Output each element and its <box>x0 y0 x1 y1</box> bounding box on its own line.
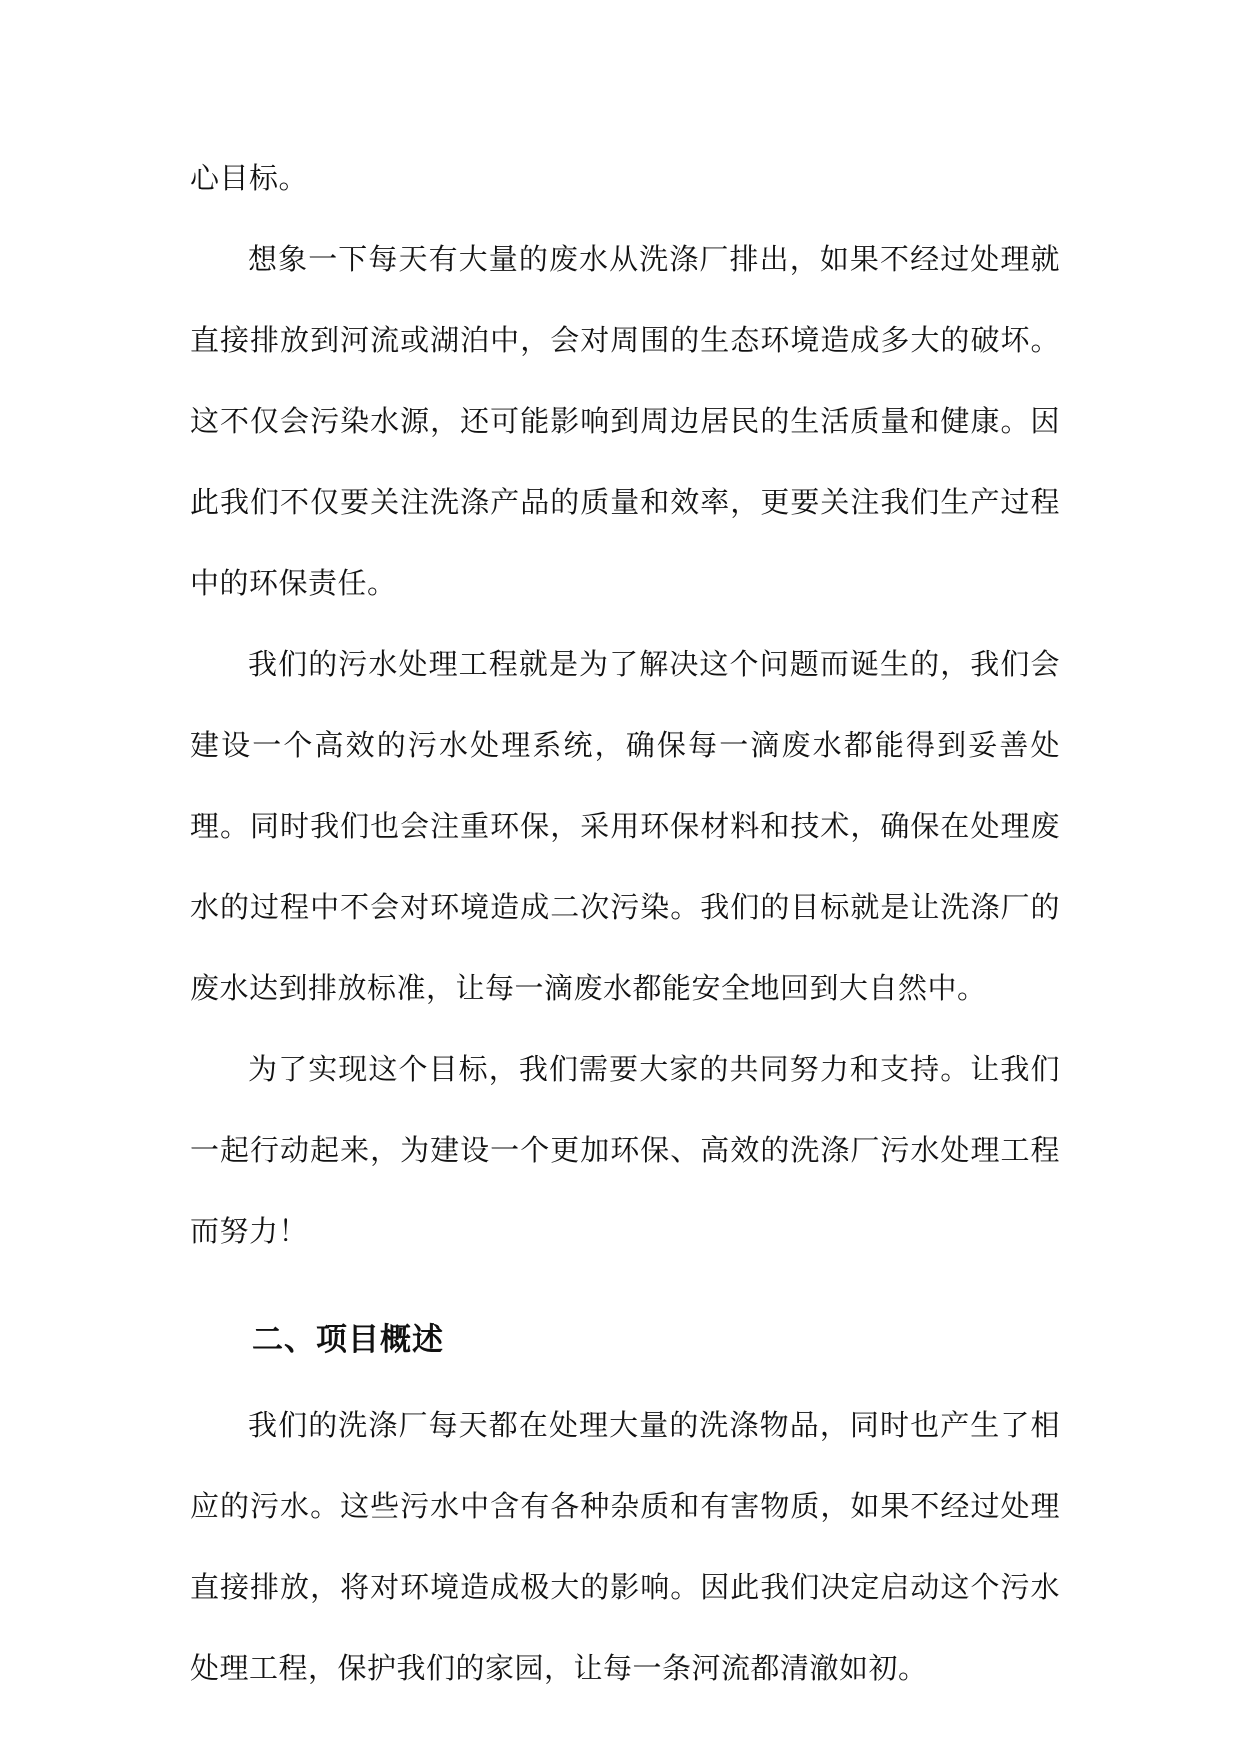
paragraph-wastewater-impact: 想象一下每天有大量的废水从洗涤厂排出，如果不经过处理就直接排放到河流或湖泊中，会对周围的生态环境造成多大的破坏。这不仅会污染水源，还可能影响到周边居民的生活质量和健康。因此我们不仅要关注洗涤产品的质量和效率，更要关注我们生产过程中的环保责任。 <box>190 242 1060 600</box>
section-heading-project-overview: 二、项目概述 <box>252 1322 444 1358</box>
paragraph-project-overview: 我们的洗涤厂每天都在处理大量的洗涤物品，同时也产生了相应的污水。这些污水中含有各种杂质和有害物质，如果不经过处理直接排放，将对环境造成极大的影响。因此我们决定启动这个污水处理工程，保护我们的家园，让每一条河流都清澈如初。 <box>190 1408 1060 1685</box>
document-body <box>190 138 1060 1709</box>
paragraph-continuation: 心目标。 <box>190 161 309 195</box>
paragraph-call-to-action: 为了实现这个目标，我们需要大家的共同努力和支持。让我们一起行动起来，为建设一个更加环保、高效的洗涤厂污水处理工程而努力！ <box>190 1052 1060 1248</box>
paragraph-treatment-project: 我们的污水处理工程就是为了解决这个问题而诞生的，我们会建设一个高效的污水处理系统，确保每一滴废水都能得到妥善处理。同时我们也会注重环保，采用环保材料和技术，确保在处理废水的过程中不会对环境造成二次污染。我们的目标就是让洗涤厂的废水达到排放标准，让每一滴废水都能安全地回到大自然中。 <box>190 647 1060 1005</box>
